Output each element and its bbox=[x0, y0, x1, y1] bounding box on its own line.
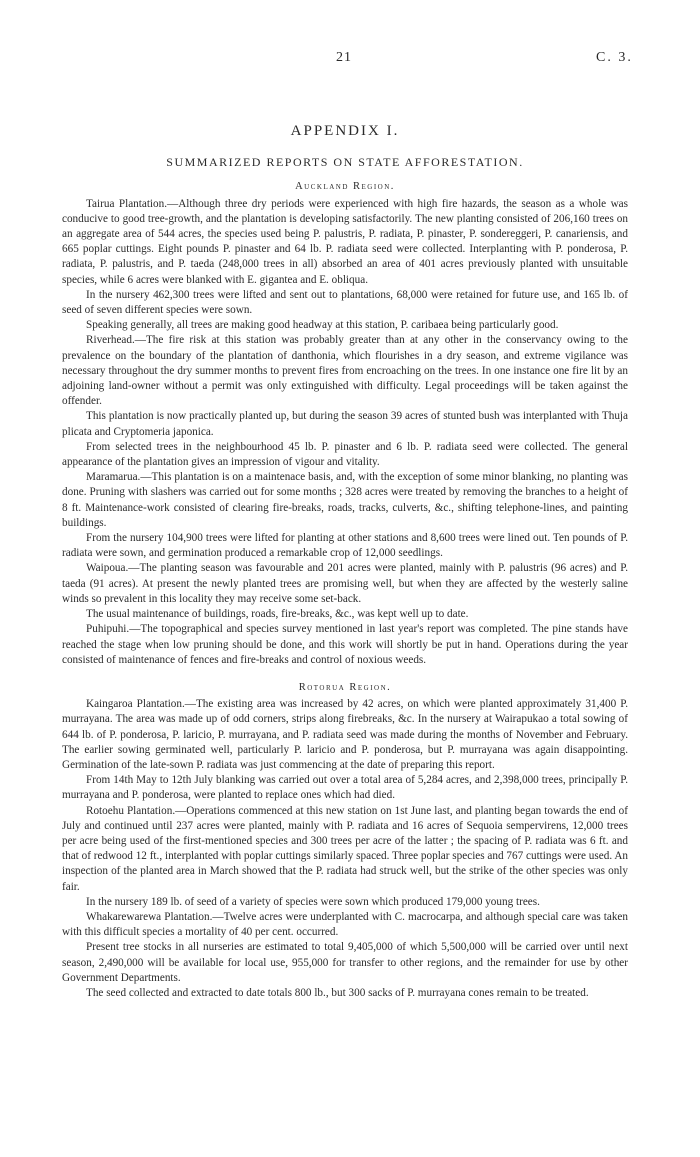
paragraph-kaingaroa-blanking: From 14th May to 12th July blanking was carried out over a total area of 5,284 acres, and 2,398,000 trees, principally P. murrayana and P. ponderosa, were planted to replace ones which had died. bbox=[62, 774, 628, 802]
paragraph-waipoua: Waipoua.—The planting season was favourable and 201 acres were planted, mainly with P. palustris (96 acres) and P. taeda (91 acres). At present the newly planted trees are promising well, but when they are affected by the westerly saline winds so prevalent in this locality they may receive some set-back. bbox=[62, 562, 628, 605]
paragraph-puhipuhi: Puhipuhi.—The topographical and species survey mentioned in last year's report was completed. The pine stands have reached the stage when low pruning should be done, and this work will shortly be put in hand. Operations during the year consisted of maintenance of fences and fire-breaks and control of noxious weeds. bbox=[62, 623, 628, 666]
paragraph-seed-collected: The seed collected and extracted to date totals 800 lb., but 300 sacks of P. murrayana cones remain to be treated. bbox=[86, 986, 589, 999]
document-code: C. 3. bbox=[596, 50, 633, 65]
paragraph-kaingaroa: Kaingaroa Plantation.—The existing area was increased by 42 acres, on which were planted approximately 31,400 P. murrayana. The area was made up of odd corners, strips along firebreaks, &c. In the nursery at Wairapukao a total sowing of 644 lb. of P. ponderosa, P. laricio, P. murrayana, and P. radiata seed was made during the months of November and February. The earlier sowing germinated well, particularly P. laricio and P. ponderosa, but P. murrayana was again disappointing. Germination of the late-sown P. radiata was just commencing at the date of preparing this report. bbox=[62, 698, 628, 771]
region-heading-rotorua: Rotorua Region. bbox=[298, 681, 392, 693]
section-title: SUMMARIZED REPORTS ON STATE AFFORESTATION. bbox=[166, 155, 524, 170]
paragraph-tairua-nursery: In the nursery 462,300 trees were lifted and sent out to plantations, 68,000 were retained for future use, and 165 lb. of seed of seven different species were sown. bbox=[62, 288, 628, 317]
paragraph-riverhead-planting: This plantation is now practically planted up, but during the season 39 acres of stunted bush was interplanted with Thuja plicata and Cryptomeria japonica. bbox=[62, 410, 628, 438]
paragraph-waipoua-maintenance: The usual maintenance of buildings, roads, fire-breaks, &c., was kept well up to date. bbox=[86, 608, 469, 621]
paragraph-tree-stocks: Present tree stocks in all nurseries are estimated to total 9,405,000 of which 5,500,000 will be carried over until next season, 2,490,000 will be available for local use, 955,000 for transfer to other regions, and the remainder for use by other Government Departments. bbox=[62, 941, 628, 984]
appendix-title: APPENDIX I. bbox=[290, 123, 400, 139]
paragraph-whakarewarewa: Whakarewarewa Plantation.—Twelve acres were underplanted with C. macrocarpa, and although special care was taken with this difficult species a mortality of 40 per cent. occurred. bbox=[62, 910, 628, 939]
paragraph-maramarua: Maramarua.—This plantation is on a maintenace basis, and, with the exception of some minor blanking, no planting was done. Pruning with slashers was carried out for some months ; 328 acres were treated by removing the branches to a height of 8 ft. Maintenance-work consisted of clearing fire-breaks, roads, tracks, culverts, &c., shifting telephone-lines, and painting buildings. bbox=[62, 471, 628, 529]
page-number: 21 bbox=[336, 50, 352, 65]
paragraph-rotoehu: Rotoehu Plantation.—Operations commenced at this new station on 1st June last, and planting began towards the end of July and continued until 237 acres were planted, mainly with P. radiata and 16 acres of Sequoia sempervirens, 12,000 trees per acre being used of the first-mentioned species and 300 trees per acre of the latter ; the spacing of P. radiata was 6 ft. and that of redwood 12 ft., interplanted with poplar cuttings similarly spaced. Three poplar species and 767 cuttings were used. An inspection of the planted area in March showed that the P. radiata had struck well, but the strike of the other species was only fair. bbox=[62, 804, 628, 893]
paragraph-riverhead: Riverhead.—The fire risk at this station was probably greater than at any other in the conservancy owing to the prevalence on the boundary of the plantation of danthonia, which flourishes in a dry season, and extreme vigilance was necessary throughout the dry summer months to prevent fires from encroaching on the trees. In one instance one fire lit by an adjoining land-owner without a permit was only extinguished with difficulty. Legal proceedings will be taken against the offender. bbox=[62, 334, 628, 408]
region-heading-auckland: Auckland Region. bbox=[295, 181, 395, 193]
paragraph-rotoehu-nursery: In the nursery 189 lb. of seed of a variety of species were sown which produced 179,000 young trees. bbox=[86, 895, 540, 908]
paragraph-tairua-general: Speaking generally, all trees are making good headway at this station, P. caribaea being particularly good. bbox=[86, 319, 559, 332]
paragraph-maramarua-nursery: From the nursery 104,900 trees were lifted for planting at other stations and 8,600 trees were lined out. Ten pounds of P. radiata were sown, and germination produced a remarkable crop of 12,000 seedlings. bbox=[62, 532, 628, 560]
paragraph-tairua: Tairua Plantation.—Although three dry periods were experienced with high fire hazards, the season as a whole was conducive to good tree-growth, and the plantation is developing satisfactorily. The new planting consisted of 206,160 trees on an aggregate area of 544 acres, the species used being P. palustris, P. radiata, P. pinaster, P. sondereggeri, P. canariensis, and 665 poplar cuttings. Eight pounds P. pinaster and 64 lb. P. radiata seed were collected. Interplanting with P. ponderosa, P. radiata, P. palustris, and P. taeda (248,000 trees in all) absorbed an area of 401 acres previously planted with unsuitable species, while 6 acres were blanked with E. gigantea and E. obliqua. bbox=[62, 197, 628, 286]
report-body bbox=[62, 124, 628, 1001]
paragraph-riverhead-seed: From selected trees in the neighbourhood 45 lb. P. pinaster and 6 lb. P. radiata seed were collected. The general appearance of the plantation gives an impression of vigour and vitality. bbox=[62, 440, 628, 469]
